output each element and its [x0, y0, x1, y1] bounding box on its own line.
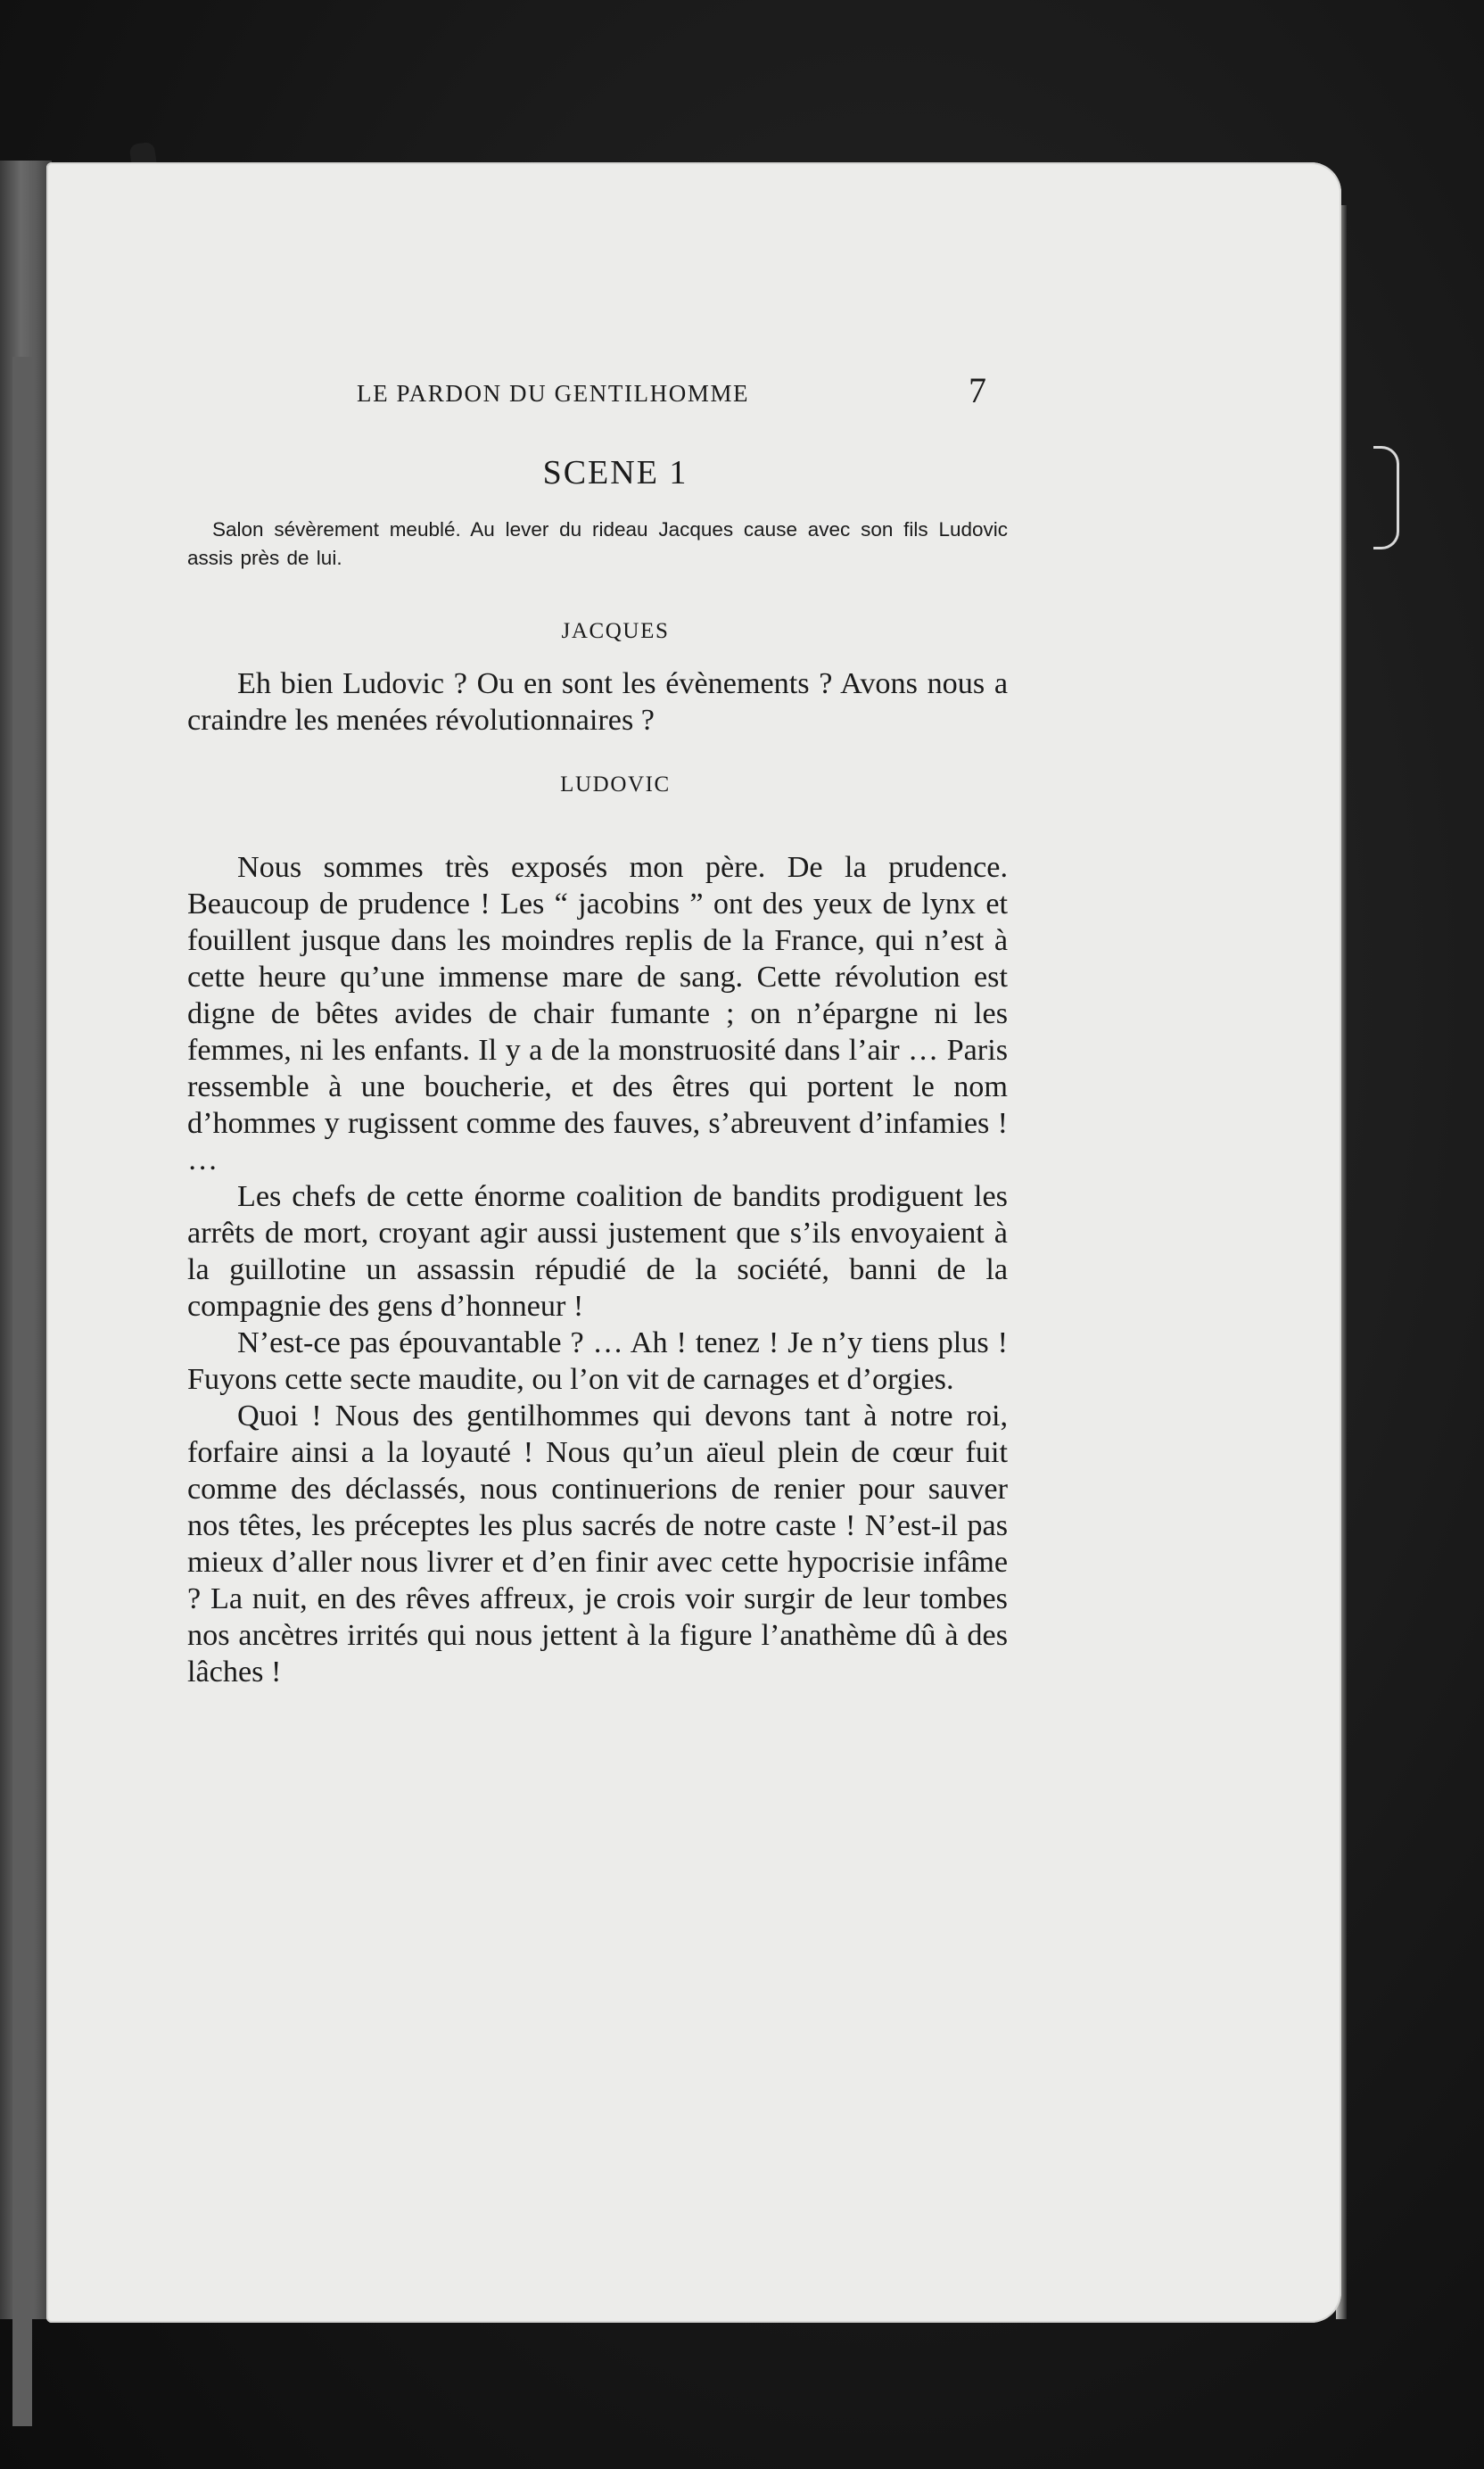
speaker-ludovic: LUDOVIC: [560, 772, 671, 797]
running-title: LE PARDON DU GENTILHOMME: [357, 380, 750, 407]
book-spine-strip: [0, 161, 52, 2319]
loose-thread: [1373, 446, 1399, 549]
stage-direction: Salon sévèrement meublé. Au lever du rideau Jacques cause avec son fils Ludovic assis près de lui.: [187, 518, 1008, 569]
ludovic-paragraph: Quoi ! Nous des gentilhommes qui devons tant à notre roi, forfaire ainsi a la loyauté ! Nous qu’un aïeul plein de cœur fuit comme des déclassés, nous continuerions de renier pour sauver nos têtes, les préceptes les plus sacrés de notre caste ! N’est-il pas mieux d’aller nous livrer et d’en finir avec cette hypocrisie infâme ? La nuit, en des rêves affreux, je crois voir surgir de leur tombes nos ancètres irrités qui nous jettent à la figure l’anathème dû à des lâches !: [187, 1400, 1008, 1689]
page-number: 7: [969, 370, 986, 410]
ludovic-paragraph: N’est-ce pas épouvantable ? … Ah ! tenez ! Je n’y tiens plus ! Fuyons cette secte maudite, ou l’on vit de carnages et d’orgies.: [187, 1326, 1008, 1396]
scene-heading: SCENE 1: [542, 454, 688, 491]
jacques-speech: Eh bien Ludovic ? Ou en sont les évènements ? Avons nous a craindre les menées révolutionnaires ?: [187, 667, 1008, 737]
ludovic-paragraph: Les chefs de cette énorme coalition de bandits prodiguent les arrêts de mort, croyant agir aussi justement que s’ils envoyaient à la guillotine un assassin répudié de la société, banni de la compagnie des gens d’honneur !: [187, 1180, 1008, 1323]
ludovic-paragraph: Nous sommes très exposés mon père. De la prudence. Beaucoup de prudence ! Les “ jacobins ” ont des yeux de lynx et fouillent jusque dans les moindres replis de la France, qui n’est à cette heure qu’une immense mare de sang. Cette révolution est digne de bêtes avides de chair fumante ; on n’épargne ni les femmes, ni les enfants. Il y a de la monstruosité dans l’air … Paris ressemble à une boucherie, et des êtres qui portent le nom d’hommes y rugissent comme des fauves, s’abreuvent d’infamies ! …: [187, 851, 1008, 1177]
spine-inner-band: [12, 357, 32, 2426]
running-head: [187, 357, 1008, 410]
speaker-jacques: JACQUES: [561, 619, 670, 643]
page-text: [187, 357, 1008, 1690]
